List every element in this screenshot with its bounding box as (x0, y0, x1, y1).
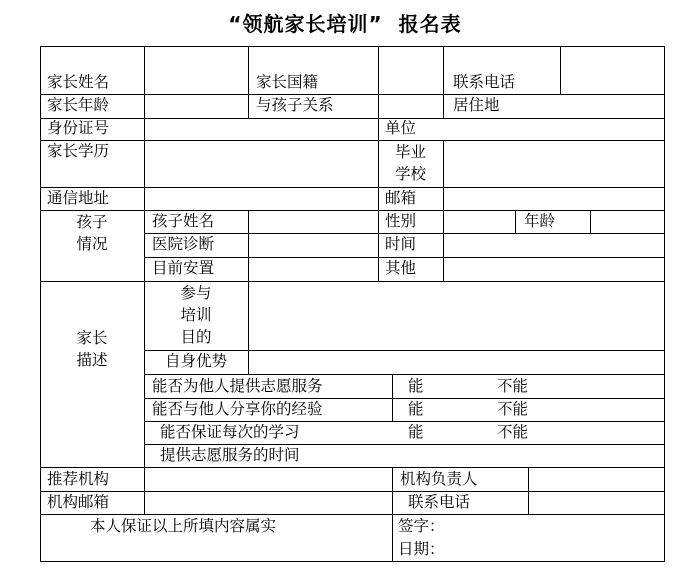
relationship-label: 与孩子关系 (256, 96, 334, 114)
signature-label: 签字： (398, 517, 445, 535)
address-label: 通信地址 (47, 189, 110, 207)
referrer-field[interactable] (150, 469, 388, 489)
row-line (40, 467, 665, 468)
other-label: 其他 (385, 259, 417, 277)
org-head-label: 机构负责人 (400, 470, 478, 488)
parent-name-field[interactable] (150, 72, 246, 92)
child-section-label-2: 情况 (76, 235, 108, 253)
parent-age-label: 家长年龄 (47, 96, 110, 114)
residence-label: 居住地 (453, 96, 500, 114)
row-line (40, 514, 665, 515)
education-label: 家长学历 (47, 142, 110, 160)
signature-field[interactable] (450, 516, 660, 536)
col-line (443, 46, 444, 119)
org-head-field[interactable] (532, 469, 660, 489)
col-line (144, 46, 145, 515)
parent-name-label: 家长姓名 (47, 73, 110, 91)
strengths-label: 自身优势 (164, 352, 227, 370)
hospital-diagnosis-label: 医院诊断 (152, 235, 215, 253)
relationship-field[interactable] (382, 95, 440, 115)
col-line (560, 46, 561, 95)
school-field[interactable] (447, 141, 661, 183)
col-line (515, 210, 516, 234)
table-border-bottom (40, 561, 665, 562)
col-line (378, 46, 379, 119)
col-line (392, 374, 393, 421)
id-number-label: 身份证号 (47, 119, 110, 137)
study-yes-option[interactable]: 能 (408, 423, 424, 441)
col-line (528, 467, 529, 515)
training-purpose-field[interactable] (252, 283, 660, 347)
org-phone-field[interactable] (532, 492, 660, 512)
postcode-label: 邮箱 (385, 189, 417, 207)
gender-label: 性别 (385, 212, 417, 230)
table-border-left (40, 46, 41, 562)
table-border-top (40, 46, 665, 47)
child-name-field[interactable] (252, 211, 374, 231)
graduate-label-2: 学校 (394, 165, 426, 183)
id-number-field[interactable] (150, 118, 374, 138)
placement-label: 目前安置 (152, 259, 215, 277)
table-border-right (664, 46, 665, 562)
age-field[interactable] (594, 211, 660, 231)
diagnosis-time-field[interactable] (447, 234, 661, 254)
volunteer-question: 能否为他人提供志愿服务 (152, 377, 323, 395)
phone-field[interactable] (564, 72, 660, 92)
study-question: 能否保证每次的学习 (160, 423, 300, 441)
child-name-label: 孩子姓名 (152, 212, 215, 230)
date-label: 日期： (398, 540, 445, 558)
referrer-label: 推荐机构 (47, 470, 110, 488)
purpose-label-1: 参与 (180, 284, 212, 302)
employer-label: 单位 (385, 119, 417, 137)
address-field[interactable] (150, 188, 374, 208)
education-field[interactable] (150, 141, 374, 183)
col-line (248, 281, 249, 375)
org-phone-label: 联系电话 (408, 493, 471, 511)
other-field[interactable] (447, 258, 661, 278)
share-no-option[interactable]: 不能 (497, 400, 529, 418)
study-no-option[interactable]: 不能 (497, 423, 529, 441)
employer-field[interactable] (447, 118, 661, 138)
time-label: 时间 (385, 235, 417, 253)
date-field[interactable] (450, 539, 660, 559)
placement-field[interactable] (252, 258, 374, 278)
form-title: “领航家长培训” 报名表 (228, 12, 462, 36)
nationality-label: 家长国籍 (256, 73, 319, 91)
purpose-label-2: 培训 (180, 306, 212, 324)
phone-label: 联系电话 (453, 73, 516, 91)
postcode-field[interactable] (447, 188, 661, 208)
gender-field[interactable] (447, 211, 511, 231)
hospital-diagnosis-field[interactable] (252, 234, 374, 254)
age-label: 年龄 (524, 212, 556, 230)
child-section-label-1: 孩子 (76, 213, 108, 231)
guarantee-statement: 本人保证以上所填内容属实 (90, 517, 277, 535)
purpose-label-3: 目的 (180, 328, 212, 346)
col-line (248, 46, 249, 119)
col-line (248, 210, 249, 282)
row-line (40, 281, 665, 282)
org-email-label: 机构邮箱 (47, 493, 110, 511)
volunteer-time-label: 提供志愿服务的时间 (160, 446, 300, 464)
share-yes-option[interactable]: 能 (408, 400, 424, 418)
nationality-field[interactable] (382, 72, 440, 92)
description-section-label-2: 描述 (76, 351, 108, 369)
volunteer-yes-option[interactable]: 能 (408, 377, 424, 395)
row-line (144, 374, 665, 375)
strengths-field[interactable] (252, 351, 660, 371)
graduate-label-1: 毕业 (394, 143, 426, 161)
col-line (443, 140, 444, 282)
description-section-label-1: 家长 (76, 329, 108, 347)
org-email-field[interactable] (150, 492, 388, 512)
volunteer-time-field[interactable] (330, 445, 660, 465)
col-line (590, 210, 591, 234)
col-line (392, 467, 393, 562)
residence-field[interactable] (500, 95, 660, 115)
volunteer-no-option[interactable]: 不能 (497, 377, 529, 395)
share-question: 能否与他人分享你的经验 (152, 400, 323, 418)
parent-age-field[interactable] (150, 95, 246, 115)
